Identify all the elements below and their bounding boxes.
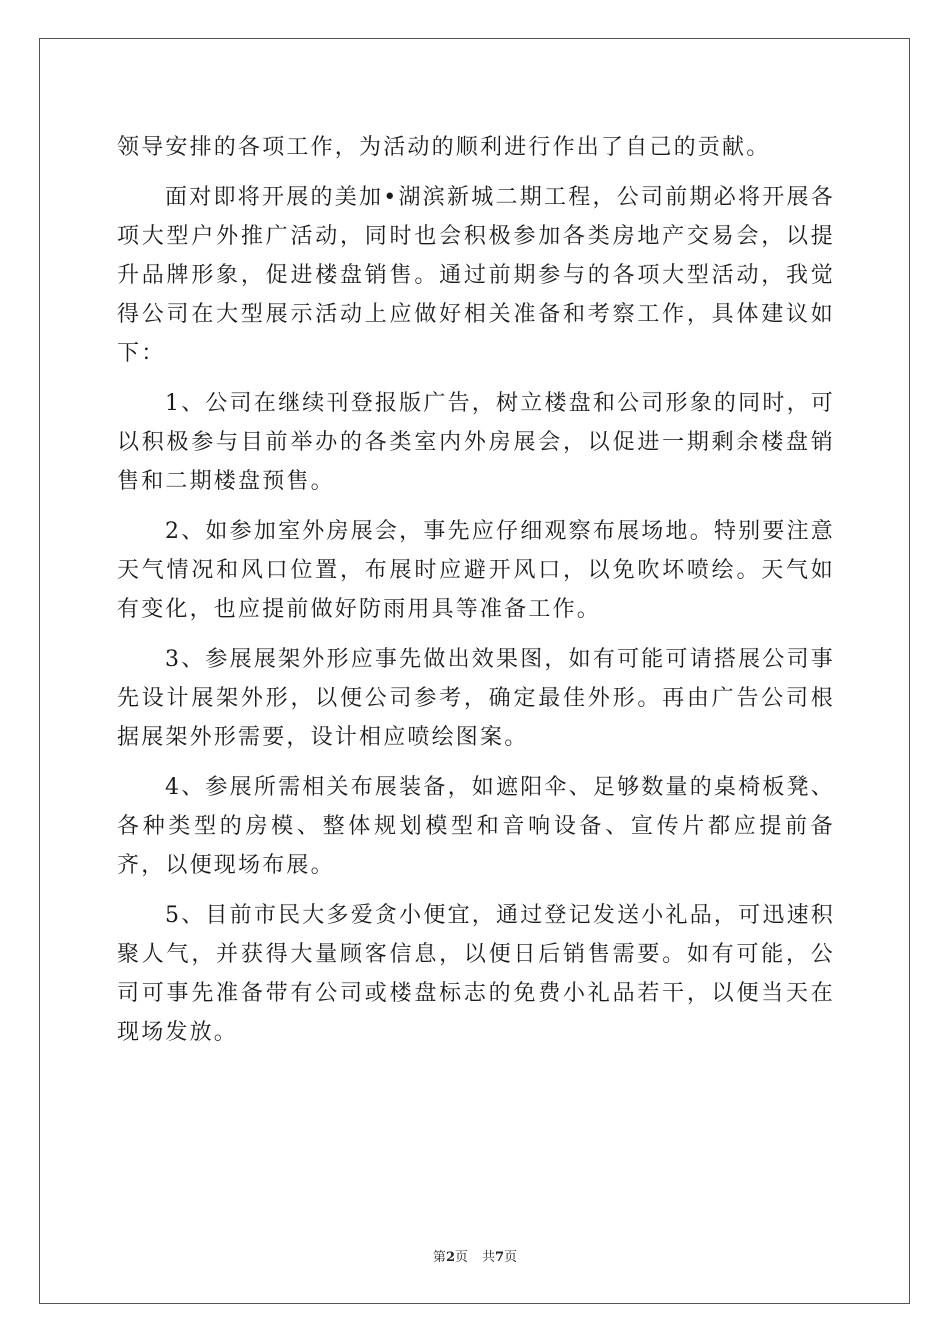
total-suffix: 页	[504, 1250, 518, 1265]
paragraph-item-5: 5、目前市民大多爱贪小便宜，通过登记发送小礼品，可迅速积聚人气，并获得大量顾客信息，以便日后销售需要。如有可能，公司可事先准备带有公司或楼盘标志的免费小礼品若干，以便当天在现场发放。	[117, 903, 835, 1045]
page-number: 2	[445, 1250, 455, 1265]
paragraph-intro: 面对即将开展的美加•湖滨新城二期工程，公司前期必将开展各项大型户外推广活动，同时也会积极参加各类房地产交易会，以提升品牌形象，促进楼盘销售。通过前期参与的各项大型活动，我觉得公司在大型展示活动上应做好相关准备和考察工作，具体建议如下：	[117, 185, 835, 366]
page-footer	[0, 1246, 950, 1265]
total-prefix: 共	[482, 1250, 496, 1265]
total-pages: 7	[495, 1250, 505, 1265]
page-suffix: 页	[454, 1250, 468, 1265]
paragraph-item-1: 1、公司在继续刊登报版广告，树立楼盘和公司形象的同时，可以积极参与目前举办的各类室内外房展会，以促进一期剩余楼盘销售和二期楼盘预售。	[117, 391, 835, 494]
page-prefix: 第	[432, 1250, 446, 1265]
document-body	[117, 128, 835, 1052]
paragraph-continuation: 领导安排的各项工作，为活动的顺利进行作出了自己的贡献。	[117, 135, 771, 160]
paragraph-item-3: 3、参展展架外形应事先做出效果图，如有可能可请搭展公司事先设计展架外形，以便公司参考，确定最佳外形。再由广告公司根据展架外形需要，设计相应喷绘图案。	[117, 647, 835, 750]
paragraph-item-2: 2、如参加室外房展会，事先应仔细观察布展场地。特别要注意天气情况和风口位置，布展时应避开风口，以免吹坏喷绘。天气如有变化，也应提前做好防雨用具等准备工作。	[117, 519, 835, 622]
paragraph-item-4: 4、参展所需相关布展装备，如遮阳伞、足够数量的桌椅板凳、各种类型的房模、整体规划模型和音响设备、宣传片都应提前备齐，以便现场布展。	[117, 775, 835, 878]
